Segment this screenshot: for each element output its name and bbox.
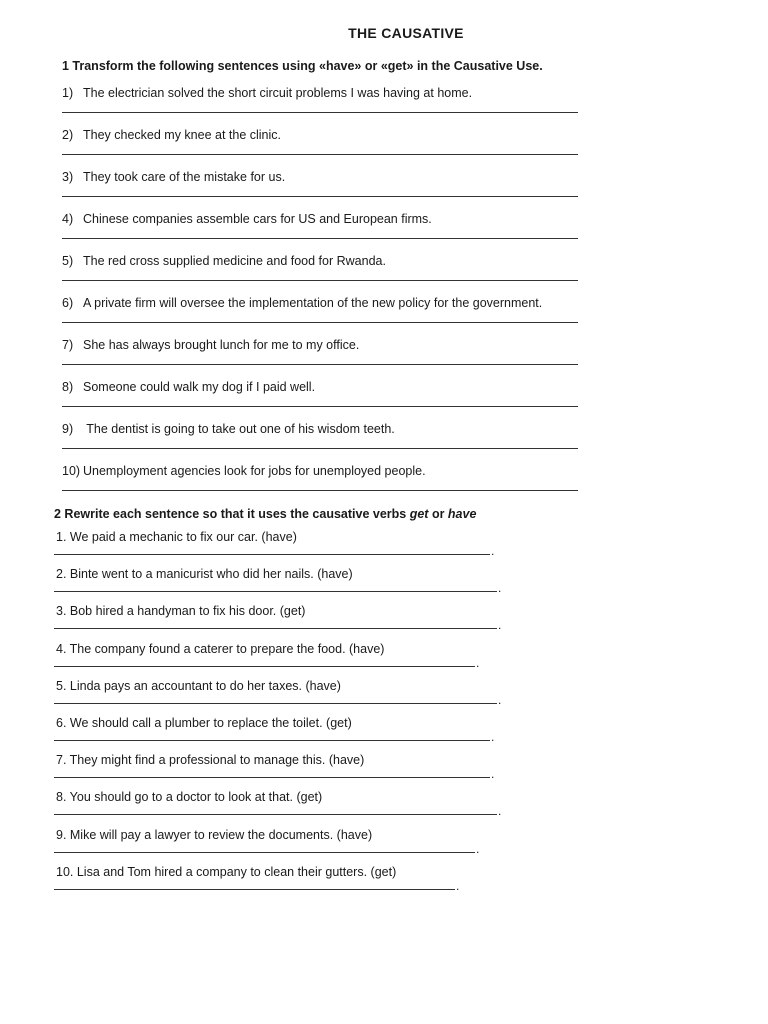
- answer-line: [62, 364, 578, 365]
- answer-line: [62, 280, 578, 281]
- section1-list: [62, 86, 582, 506]
- answer-line: [62, 490, 578, 491]
- line-period: .: [491, 729, 495, 744]
- item-number: 10): [62, 464, 81, 478]
- answer-line: [54, 777, 490, 778]
- line-period: .: [476, 841, 480, 856]
- item-sentence: The dentist is going to take out one of his wisdom teeth.: [83, 422, 395, 436]
- item-sentence: 3. Bob hired a handyman to fix his door. (get): [56, 604, 306, 619]
- item-sentence: Chinese companies assemble cars for US and European firms.: [83, 212, 432, 226]
- item-sentence: The red cross supplied medicine and food for Rwanda.: [83, 254, 386, 268]
- item-number: 9): [62, 422, 74, 436]
- section2-keyword-have: have: [447, 507, 477, 521]
- line-period: .: [476, 655, 480, 670]
- line-period: .: [498, 692, 502, 707]
- exercise1-item: [62, 422, 582, 464]
- exercise1-item: [62, 464, 582, 506]
- exercise2-item: [54, 679, 514, 716]
- item-sentence: They checked my knee at the clinic.: [83, 128, 282, 142]
- exercise1-item: [62, 380, 582, 422]
- item-number: 3): [62, 170, 74, 184]
- item-number: 1): [62, 86, 74, 100]
- exercise2-item: [54, 567, 514, 604]
- exercise2-item: [54, 642, 514, 679]
- section2-heading: [54, 507, 476, 521]
- item-sentence: 2. Binte went to a manicurist who did her nails. (have): [56, 567, 353, 582]
- answer-line: [54, 814, 497, 815]
- section1-heading: 1 Transform the following sentences using «have» or «get» in the Causative Use.: [62, 59, 543, 73]
- item-sentence: 8. You should go to a doctor to look at that. (get): [56, 790, 323, 805]
- item-sentence: They took care of the mistake for us.: [83, 170, 286, 184]
- exercise1-item: [62, 254, 582, 296]
- answer-line: [62, 154, 578, 155]
- item-sentence: 1. We paid a mechanic to fix our car. (have): [56, 530, 297, 544]
- exercise2-item: [54, 530, 514, 567]
- item-sentence: Someone could walk my dog if I paid well.: [83, 380, 316, 394]
- item-number: 7): [62, 338, 74, 352]
- line-period: .: [456, 878, 460, 893]
- item-sentence: She has always brought lunch for me to my office.: [83, 338, 360, 352]
- item-sentence: 6. We should call a plumber to replace the toilet. (get): [56, 715, 352, 730]
- answer-line: [54, 703, 497, 704]
- item-number: 5): [62, 254, 74, 268]
- exercise1-item: [62, 296, 582, 338]
- exercise2-item: [54, 790, 514, 827]
- item-sentence: The electrician solved the short circuit problems I was having at home.: [83, 86, 473, 100]
- line-period: .: [498, 804, 502, 819]
- exercise2-item: [54, 828, 514, 865]
- answer-line: [62, 406, 578, 407]
- item-sentence: 7. They might find a professional to manage this. (have): [56, 753, 365, 768]
- answer-line: [54, 591, 497, 592]
- exercise1-item: [62, 86, 582, 128]
- answer-line: [54, 628, 497, 629]
- line-period: .: [498, 618, 502, 633]
- item-sentence: 10. Lisa and Tom hired a company to clean their gutters. (get): [56, 864, 397, 879]
- answer-line: [54, 666, 475, 667]
- line-period: .: [491, 767, 495, 782]
- section2-heading-text: 2 Rewrite each sentence so that it uses the causative verbs: [54, 507, 410, 521]
- answer-line: [62, 238, 578, 239]
- answer-line: [54, 554, 490, 555]
- section2-heading-or: or: [428, 507, 448, 521]
- answer-line: [62, 196, 578, 197]
- exercise2-item: [54, 604, 514, 641]
- answer-line: [54, 740, 490, 741]
- answer-line: [62, 112, 578, 113]
- answer-line: [54, 889, 455, 890]
- line-period: .: [498, 581, 502, 596]
- page-title: THE CAUSATIVE: [348, 25, 464, 41]
- answer-line: [54, 852, 475, 853]
- item-sentence: 9. Mike will pay a lawyer to review the documents. (have): [56, 827, 373, 842]
- item-sentence: 4. The company found a caterer to prepare the food. (have): [56, 641, 385, 656]
- item-sentence: A private firm will oversee the implementation of the new policy for the government.: [83, 296, 543, 310]
- section2-list: [54, 530, 514, 902]
- item-sentence: Unemployment agencies look for jobs for unemployed people.: [83, 464, 426, 478]
- exercise1-item: [62, 170, 582, 212]
- item-number: 6): [62, 296, 74, 310]
- section2-keyword-get: get: [409, 507, 429, 521]
- item-number: 8): [62, 380, 74, 394]
- line-period: .: [491, 544, 495, 558]
- exercise1-item: [62, 128, 582, 170]
- exercise1-item: [62, 338, 582, 380]
- answer-line: [62, 322, 578, 323]
- exercise1-item: [62, 212, 582, 254]
- item-sentence: 5. Linda pays an accountant to do her taxes. (have): [56, 678, 341, 693]
- exercise2-item: [54, 753, 514, 790]
- answer-line: [62, 448, 578, 449]
- exercise2-item: [54, 716, 514, 753]
- exercise2-item: [54, 865, 514, 902]
- item-number: 2): [62, 128, 74, 142]
- item-number: 4): [62, 212, 74, 226]
